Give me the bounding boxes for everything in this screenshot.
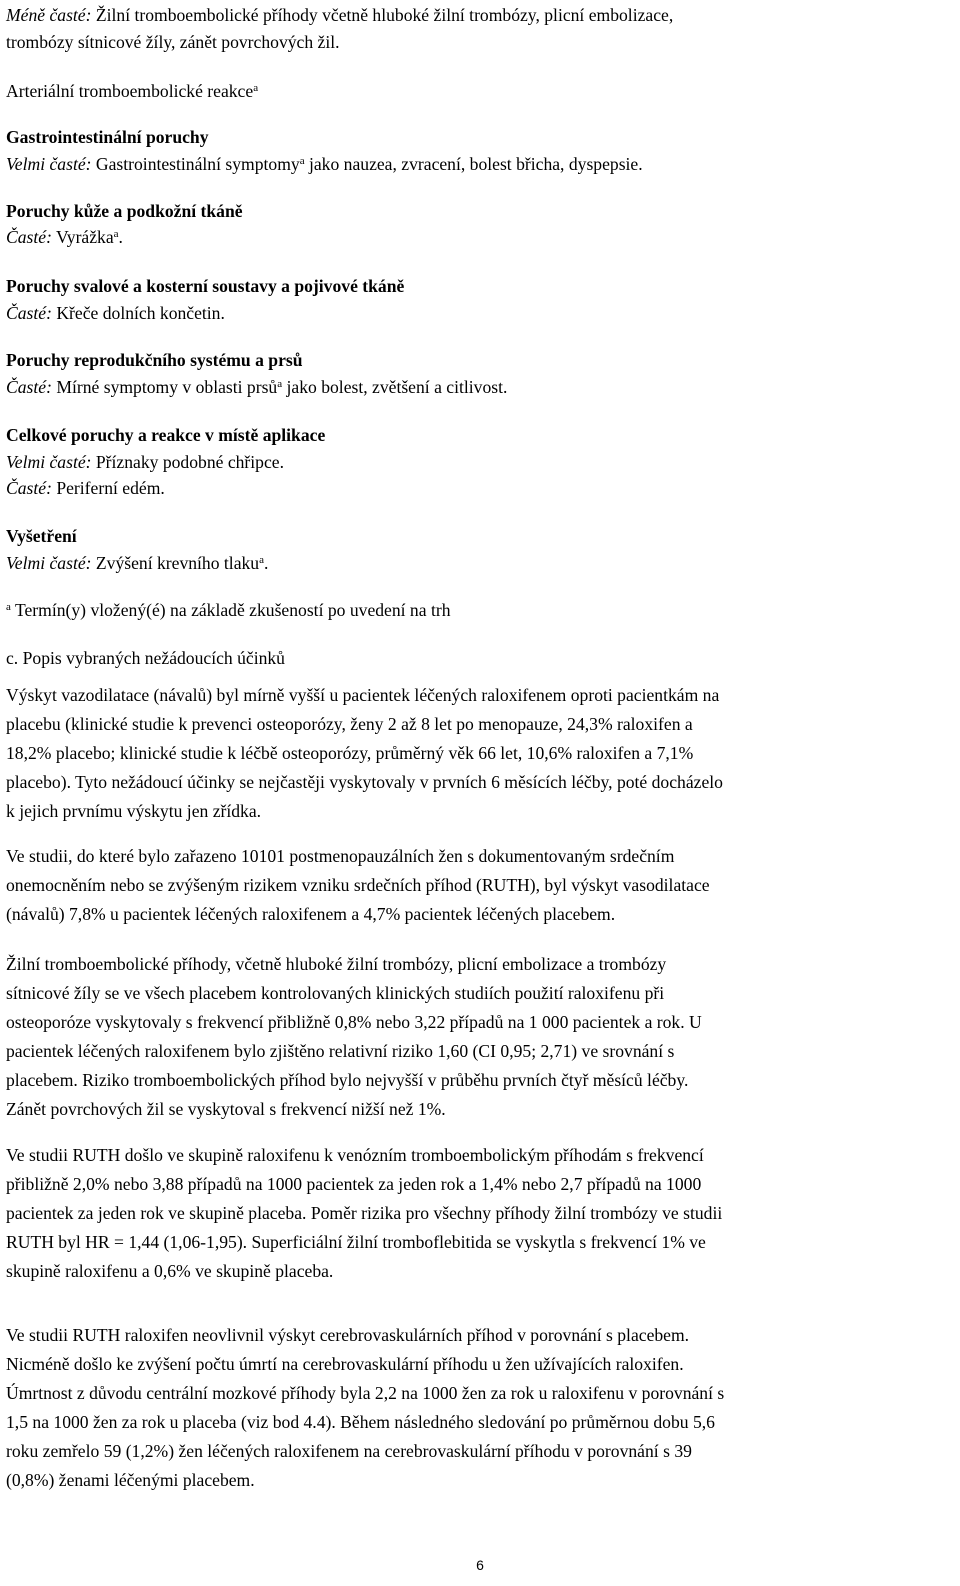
line-text: jako nauzea, zvracení, bolest břicha, dyspepsie. (304, 154, 643, 174)
footnote-marker: a (113, 228, 119, 240)
paragraph-line: skupině raloxifenu a 0,6% ve skupině placeba. (6, 1261, 334, 1281)
venous-events-line-1 (6, 4, 673, 26)
investigations-line (6, 552, 268, 574)
frequency-label: Méně časté: (6, 5, 92, 25)
paragraph-line: Ve studii, do které bylo zařazeno 10101 postmenopauzálních žen s dokumentovaným srdečním (6, 846, 675, 866)
frequency-label: Časté: (6, 303, 52, 323)
paragraph-line: placebu (klinické studie k prevenci osteoporózy, ženy 2 až 8 let po menopauze, 24,3% raloxifen a (6, 714, 693, 734)
frequency-label: Velmi časté: (6, 452, 92, 472)
skin-line (6, 226, 123, 248)
footnote-line (6, 599, 451, 621)
venous-events-line-2 (6, 31, 340, 53)
paragraph-line: přibližně 2,0% nebo 3,88 případů na 1000 pacientek za jeden rok a 1,4% nebo 2,7 případů na 1000 (6, 1174, 702, 1194)
line-text: Gastrointestinální symptomy (91, 154, 300, 174)
frequency-label: Velmi časté: (6, 553, 92, 573)
paragraph-line: Žilní tromboembolické příhody, včetně hluboké žilní trombózy, plicní embolizace a trombózy (6, 954, 667, 974)
arterial-events-line (6, 80, 258, 102)
line-text: jako bolest, zvětšení a citlivost. (282, 377, 508, 397)
investigations-heading: Vyšetření (6, 526, 77, 546)
general-heading: Celkové poruchy a reakce v místě aplikace (6, 425, 326, 445)
paragraph-line: Zánět povrchových žil se vyskytoval s frekvencí nižší než 1%. (6, 1099, 446, 1119)
paragraph-line: Ve studii RUTH došlo ve skupině raloxifenu k venózním tromboembolickým příhodám s frekvencí (6, 1145, 704, 1165)
paragraph-line: placebem. Riziko tromboembolických příhod bylo nejvyšší v průběhu prvních čtyř měsíců léčby. (6, 1070, 689, 1090)
gi-line (6, 153, 643, 175)
paragraph-line: Úmrtnost z důvodu centrální mozkové příhody byla 2,2 na 1000 žen za rok u raloxifenu v porovnání s (6, 1383, 725, 1403)
paragraph-line: osteoporóze vyskytovaly s frekvencí přibližně 0,8% nebo 3,22 případů na 1 000 pacientek a rok. U (6, 1012, 702, 1032)
paragraph-line: sítnicové žíly se ve všech placebem kontrolovaných klinických studiích použití raloxifenu při (6, 983, 665, 1003)
paragraph-ruth-venous (6, 1141, 952, 1286)
footnote-marker: a (277, 378, 283, 390)
paragraph-line: RUTH byl HR = 1,44 (1,06-1,95). Superficiální žilní tromboflebitida se vyskytla s frekvencí 1% ve (6, 1232, 706, 1252)
paragraph-line: pacientek za jeden rok ve skupině placeba. Poměr rizika pro všechny příhody žilní trombózy ve studii (6, 1203, 723, 1223)
paragraph-line: pacientek léčených raloxifenem bylo zjištěno relativní riziko 1,60 (CI 0,95; 2,71) ve srovnání s (6, 1041, 675, 1061)
musculoskeletal-heading: Poruchy svalové a kosterní soustavy a pojivové tkáně (6, 276, 405, 296)
paragraph-line: roku zemřelo 59 (1,2%) žen léčených raloxifenem na cerebrovaskulární příhodu v porovnání s 39 (6, 1441, 692, 1461)
line-text: Příznaky podobné chřipce. (91, 452, 284, 472)
footnote-marker: a (299, 155, 305, 167)
line-text: Žilní tromboembolické příhody včetně hluboké žilní trombózy, plicní embolizace, (91, 5, 674, 25)
line-text: . (264, 553, 269, 573)
line-text: Mírné symptomy v oblasti prsů (51, 377, 278, 397)
frequency-label: Časté: (6, 478, 52, 498)
skin-heading: Poruchy kůže a podkožní tkáně (6, 201, 243, 221)
paragraph-line: onemocněním nebo se zvýšeným rizikem vzniku srdečních příhod (RUTH), byl výskyt vasodilatace (6, 875, 710, 895)
reproductive-line (6, 376, 507, 398)
paragraph-line: (0,8%) ženami léčenými placebem. (6, 1470, 255, 1490)
paragraph-line: 1,5 na 1000 žen za rok u placeba (viz bod 4.4). Během následného sledování po průměrnou dobu 5,6 (6, 1412, 715, 1432)
gi-heading: Gastrointestinální poruchy (6, 127, 209, 147)
footnote-marker: a (259, 554, 264, 566)
general-line-1 (6, 451, 284, 473)
line-text: . (118, 227, 123, 247)
line-text: Arteriální tromboembolické reakce (6, 81, 254, 101)
page-number: 6 (476, 1557, 484, 1573)
footnote-marker: a (253, 82, 259, 94)
footnote-text: Termín(y) vložený(é) na základě zkušeností po uvedení na trh (10, 600, 451, 620)
paragraph-venous-thromboembolism (6, 950, 952, 1124)
footnote-marker: a (6, 601, 11, 613)
line-text: Křeče dolních končetin. (51, 303, 225, 323)
paragraph-line: (návalů) 7,8% u pacientek léčených raloxifenem a 4,7% pacientek léčených placebem. (6, 904, 616, 924)
paragraph-ruth-cerebrovascular (6, 1321, 952, 1495)
general-line-2 (6, 477, 165, 499)
paragraph-line: Nicméně došlo ke zvýšení počtu úmrtí na cerebrovaskulární příhodu u žen užívajících raloxifen. (6, 1354, 684, 1374)
paragraph-line: 18,2% placebo; klinické studie k léčbě osteoporózy, průměrný věk 66 let, 10,6% raloxifen a 7,1% (6, 743, 694, 763)
line-text: Zvýšení krevního tlaku (91, 553, 260, 573)
subsection-c-heading: c. Popis vybraných nežádoucích účinků (6, 648, 285, 668)
paragraph-vasodilatation (6, 681, 952, 826)
line-text: Periferní edém. (51, 478, 165, 498)
paragraph-line: Výskyt vazodilatace (návalů) byl mírně vyšší u pacientek léčených raloxifenem oproti pacientkám na (6, 685, 720, 705)
paragraph-line: placebo). Tyto nežádoucí účinky se nejčastěji vyskytovaly v prvních 6 měsících léčby, poté docházelo (6, 772, 723, 792)
line-text: trombózy sítnicové žíly, zánět povrchových žil. (6, 32, 340, 52)
frequency-label: Velmi časté: (6, 154, 92, 174)
musculoskeletal-line (6, 302, 225, 324)
paragraph-line: Ve studii RUTH raloxifen neovlivnil výskyt cerebrovaskulárních příhod v porovnání s placebem. (6, 1325, 690, 1345)
paragraph-ruth-vasodilatation (6, 842, 952, 929)
reproductive-heading: Poruchy reprodukčního systému a prsů (6, 350, 303, 370)
paragraph-line: k jejich prvnímu výskytu jen zřídka. (6, 801, 262, 821)
frequency-label: Časté: (6, 377, 52, 397)
frequency-label: Časté: (6, 227, 52, 247)
line-text: Vyrážka (51, 227, 114, 247)
